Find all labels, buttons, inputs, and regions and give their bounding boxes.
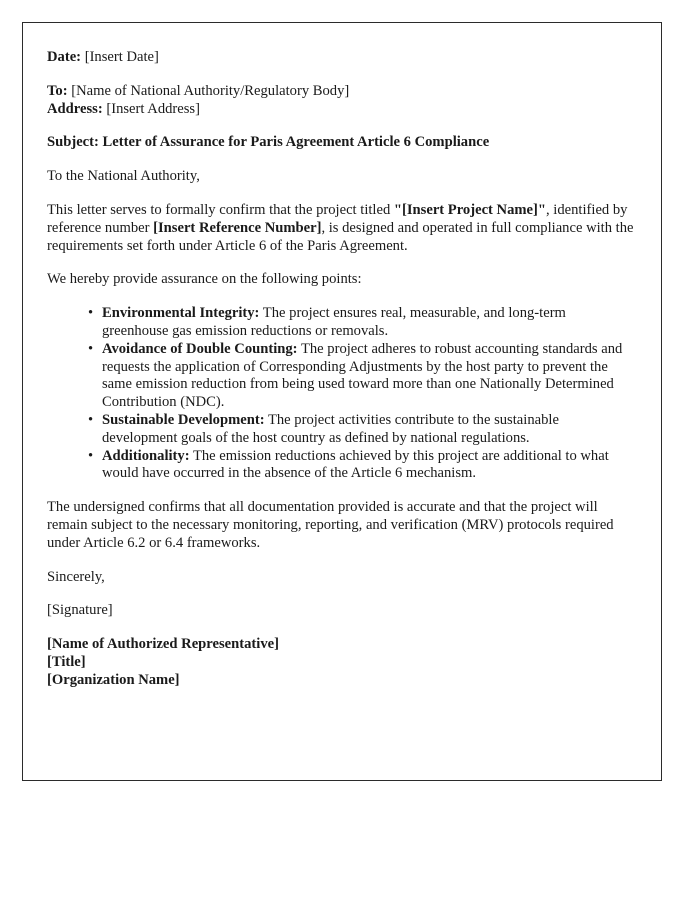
letter-body bbox=[23, 23, 661, 690]
assurance-lead-in: We hereby provide assurance on the following points: bbox=[47, 271, 362, 288]
list-item bbox=[88, 341, 635, 412]
list-item bbox=[88, 448, 635, 484]
to-label: To: bbox=[47, 82, 68, 99]
point-text: The project adheres to robust accounting standards and requests the application of Corresponding Adjustments by the host party to prevent the same emission reduction from being used toward more than one Nationally Determined Contribution (NDC). bbox=[102, 340, 623, 411]
salutation: To the National Authority, bbox=[47, 168, 200, 185]
to-value: [Name of National Authority/Regulatory Body] bbox=[71, 82, 350, 99]
date-line bbox=[47, 49, 635, 67]
document-page bbox=[22, 22, 662, 781]
recipient-to-line bbox=[47, 83, 635, 101]
reference-number-placeholder: [Insert Reference Number] bbox=[153, 219, 322, 236]
list-item bbox=[88, 412, 635, 448]
list-item bbox=[88, 305, 635, 341]
recipient-block bbox=[47, 83, 635, 119]
signer-name: [Name of Authorized Representative] bbox=[47, 636, 279, 653]
point-text: The emission reductions achieved by this project are additional to what would have occurred in the absence of the Article 6 mechanism. bbox=[102, 447, 609, 482]
project-name-placeholder: "[Insert Project Name]" bbox=[393, 201, 546, 218]
assurance-points-list bbox=[47, 305, 635, 483]
date-value: [Insert Date] bbox=[84, 49, 159, 65]
intro-paragraph bbox=[47, 202, 635, 255]
signature-block bbox=[47, 636, 635, 689]
intro-part-2: , identified by reference number bbox=[47, 201, 628, 236]
address-label: Address: bbox=[47, 100, 103, 117]
signer-title: [Title] bbox=[47, 653, 86, 670]
intro-part-3: , is designed and operated in full compliance with the requirements set forth under Article 6 of the Paris Agreement. bbox=[47, 219, 634, 254]
signer-organization: [Organization Name] bbox=[47, 671, 180, 688]
closing-paragraph: The undersigned confirms that all documentation provided is accurate and that the project will remain subject to the necessary monitoring, reporting, and verification (MRV) protocols required under Article 6.2 or 6.4 frameworks. bbox=[47, 499, 614, 551]
point-title: Additionality: bbox=[102, 447, 190, 464]
address-value: [Insert Address] bbox=[106, 100, 200, 117]
signature-placeholder: [Signature] bbox=[47, 602, 113, 619]
intro-part-1: This letter serves to formally confirm that the project titled bbox=[47, 201, 394, 218]
point-text: The project activities contribute to the sustainable development goals of the host country as defined by national regulations. bbox=[102, 411, 559, 446]
point-title: Sustainable Development: bbox=[102, 411, 265, 428]
subject-line: Subject: Letter of Assurance for Paris Agreement Article 6 Compliance bbox=[47, 134, 490, 151]
sign-off: Sincerely, bbox=[47, 568, 105, 585]
date-label: Date: bbox=[47, 49, 82, 65]
point-title: Environmental Integrity: bbox=[102, 305, 260, 322]
point-title: Avoidance of Double Counting: bbox=[102, 340, 298, 357]
point-text: The project ensures real, measurable, and long-term greenhouse gas emission reductions or removals. bbox=[102, 305, 566, 339]
recipient-address-line bbox=[47, 101, 635, 119]
